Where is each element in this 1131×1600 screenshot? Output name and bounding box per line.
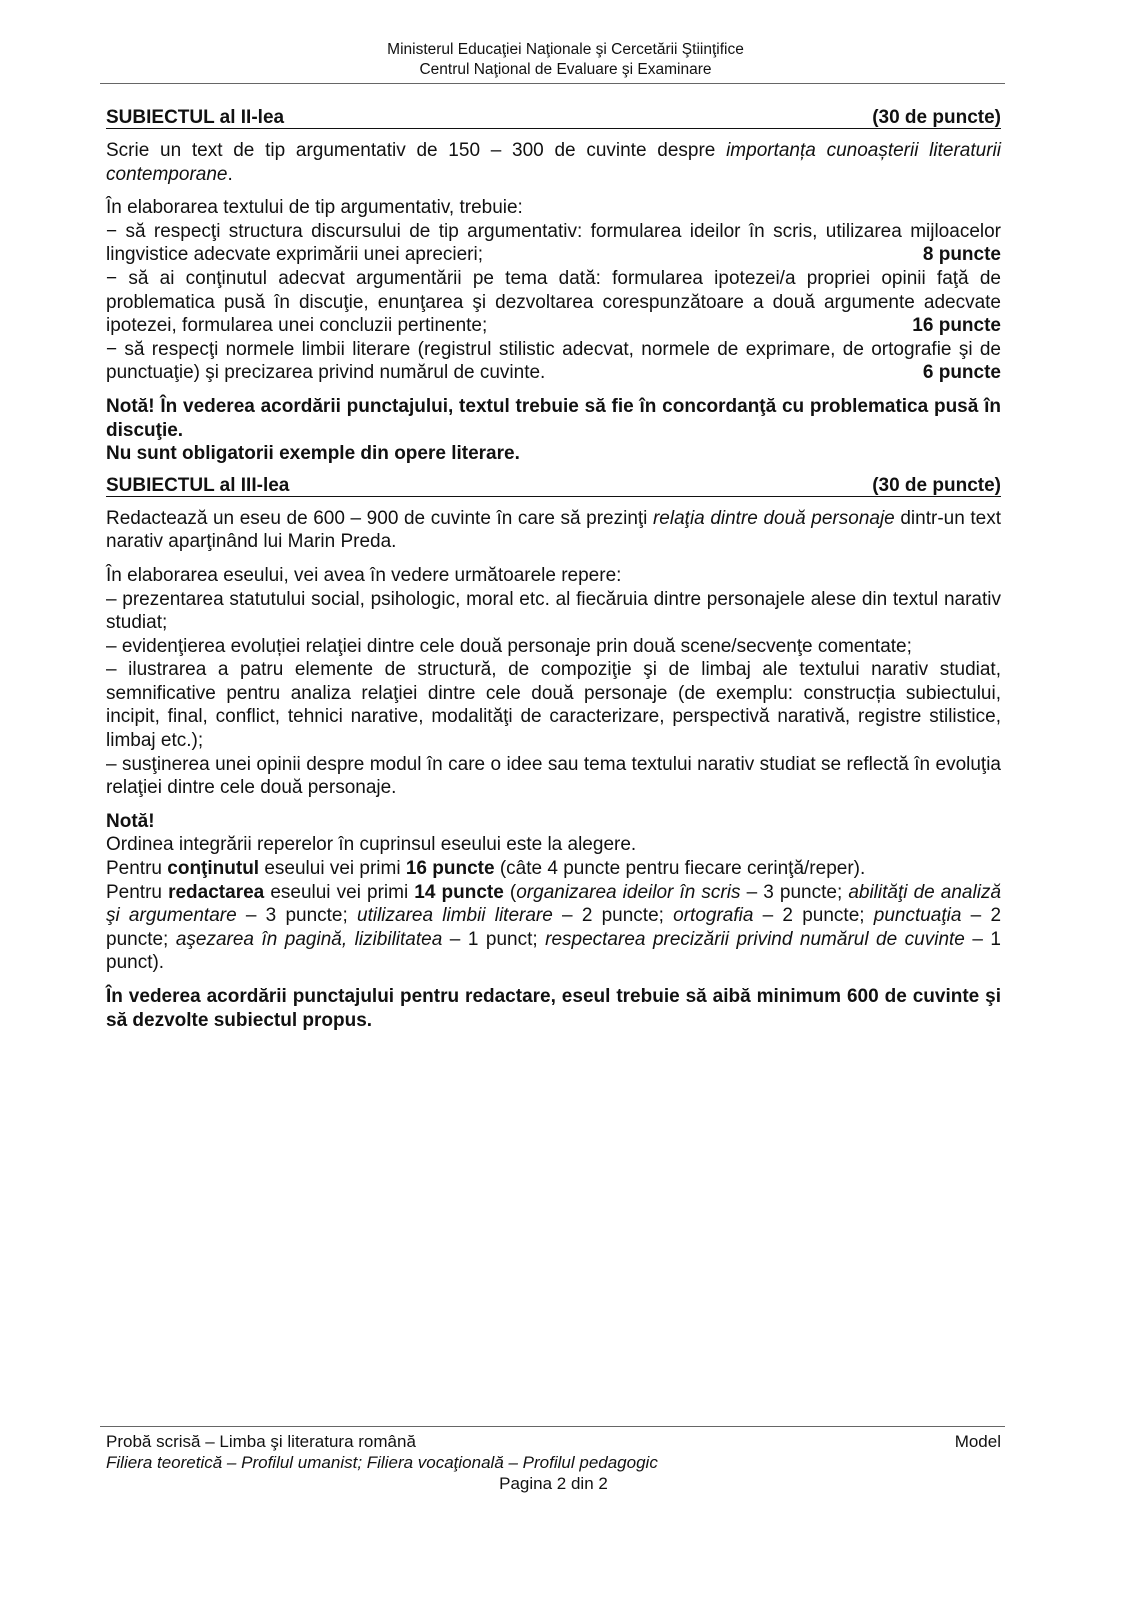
exam-content	[106, 108, 1001, 1042]
task-topic: importanța cunoașterii literaturii contemporane	[106, 140, 1001, 185]
guideline-item: – ilustrarea a patru elemente de structură, de compoziţie şi de limbaj ale textului narativ studiat, semnificative pentru analiza relaţiei dintre cele două personaje (de exemplu: construcția subiectului, incipit, final, conflict, tehnici narative, modalităţi de caracterizare, perspectivă narativă, registre stilistice, limbaj etc.);	[106, 659, 1001, 752]
text: 14 puncte	[414, 881, 504, 903]
guideline-item: – susţinerea unei opinii despre modul în care o idee sau tema textului narativ studiat se reflectă în evoluţia relaţiei dintre cele două personaje.	[106, 753, 1001, 799]
note-text: Ordinea integrării reperelor în cuprinsul eseului este la alegere.	[106, 834, 637, 856]
page-footer	[106, 1431, 1001, 1494]
text: (	[503, 881, 517, 903]
content-scoring	[106, 857, 1001, 881]
text: eseului vei primi	[259, 858, 406, 880]
section-3-heading	[106, 476, 1001, 497]
criterion: punctuaţia	[873, 905, 962, 927]
section-title: SUBIECTUL al II-lea	[106, 107, 285, 128]
text: conţinutul	[167, 858, 260, 880]
text: 16 puncte	[405, 858, 495, 880]
text: – 1 punct;	[442, 928, 546, 950]
text: redactarea	[168, 881, 265, 903]
task-text: Redactează un eseu de 600 – 900 de cuvinte în care să prezinţi	[106, 507, 653, 529]
guideline-item: – evidenţierea evoluției relaţiei dintre cele două personaje prin două scene/secvenţe comentate;	[106, 635, 912, 657]
section-3-note	[106, 810, 1001, 975]
requirement-text: − să respecţi normele limbii literare (registrul stilistic adecvat, normele de exprimare, de ortografie şi de punctuaţie) şi precizarea privind numărul de cuvinte.	[106, 338, 1001, 384]
criterion: organizarea ideilor în scris	[516, 881, 741, 903]
requirements-intro: În elaborarea textului de tip argumentativ, trebuie:	[106, 197, 523, 219]
requirement-points: 8 puncte	[922, 244, 1001, 266]
page-header	[0, 40, 1131, 80]
header-divider	[100, 83, 1005, 84]
text: (câte 4 puncte pentru fiecare cerinţă/reper).	[494, 858, 866, 880]
note-title: Notă!	[106, 810, 155, 832]
requirement	[106, 338, 1001, 385]
text: – 3 puncte;	[236, 905, 357, 927]
writing-scoring	[106, 881, 1001, 975]
note-text: Nu sunt obligatorii exemple din opere literare.	[106, 443, 520, 465]
guideline-item: – prezentarea statutului social, psihologic, moral etc. al fiecăruia dintre personajele alese din textul narativ studiat;	[106, 588, 1001, 634]
section-2-note	[106, 395, 1001, 466]
section-3-final-note: În vederea acordării punctajului pentru redactare, eseul trebuie să aibă minimum 600 de cuvinte şi să dezvolte subiectul propus.	[106, 986, 1001, 1031]
text: Pentru	[106, 858, 168, 880]
section-points: (30 de puncte)	[872, 107, 1001, 128]
section-2-requirements	[106, 196, 1001, 385]
center-name: Centrul Naţional de Evaluare şi Examinare	[419, 61, 712, 78]
section-2-heading	[106, 108, 1001, 129]
text: – 2 puncte;	[552, 905, 674, 927]
task-text: .	[227, 163, 233, 185]
requirement	[106, 267, 1001, 338]
criterion: utilizarea limbii literare	[357, 905, 553, 927]
footer-divider	[100, 1426, 1005, 1427]
guidelines-intro: În elaborarea eseului, vei avea în vedere următoarele repere:	[106, 564, 622, 586]
criterion: aşezarea în pagină, lizibilitatea	[175, 928, 443, 950]
text: Pentru	[106, 881, 169, 903]
section-3-guidelines	[106, 564, 1001, 800]
section-3-task	[106, 507, 1001, 554]
section-title: SUBIECTUL al III-lea	[106, 474, 290, 496]
requirement-text: − să respecţi structura discursului de tip argumentativ: formularea ideilor în scris, utilizarea mijloacelor lingvistice adecvate exprimării unei aprecieri;	[106, 220, 1001, 266]
text: – 1 punct).	[106, 928, 1001, 974]
text: – 3 puncte;	[740, 881, 849, 903]
requirement	[106, 220, 1001, 267]
task-text: Scrie un text de tip argumentativ de 150 – 300 de cuvinte despre	[106, 140, 727, 161]
criterion: ortografia	[673, 905, 754, 927]
ministry-name: Ministerul Educaţiei Naţionale şi Cercetării Ştiinţifice	[387, 41, 744, 58]
criterion: respectarea precizării privind numărul de cuvinte	[545, 928, 965, 950]
requirement-points: 6 puncte	[922, 362, 1001, 384]
text: – 2 puncte;	[106, 905, 1002, 950]
note-text: Notă! În vederea acordării punctajului, textul trebuie să fie în concordanţă cu problematica pusă în discuţie.	[106, 395, 1001, 441]
page-number: Pagina 2 din 2	[499, 1474, 608, 1493]
model-label: Model	[954, 1432, 1001, 1451]
task-topic: relaţia dintre două personaje	[652, 507, 895, 529]
text: eseului vei primi	[264, 881, 415, 903]
exam-name: Probă scrisă – Limba şi literatura română	[106, 1432, 416, 1451]
criterion: abilităţi de analiză şi argumentare	[106, 881, 1002, 927]
section-2-task	[106, 139, 1001, 186]
requirement-points: 16 puncte	[912, 315, 1001, 337]
task-text: dintr-un text narativ aparţinând lui Marin Preda.	[106, 507, 1001, 553]
requirement-text: − să ai conţinutul adecvat argumentării pe tema dată: formularea ipotezei/a propriei opinii faţă de problematica pusă în discuţie, enunţarea şi dezvoltarea corespunzătoare a două argumente adecvate ipotezei, formularea unei concluzii pertinente;	[106, 267, 1001, 337]
text: – 2 puncte;	[753, 905, 874, 927]
exam-profile: Filiera teoretică – Profilul umanist; Filiera vocaţională – Profilul pedagogic	[106, 1453, 658, 1472]
section-points: (30 de puncte)	[872, 474, 1001, 496]
